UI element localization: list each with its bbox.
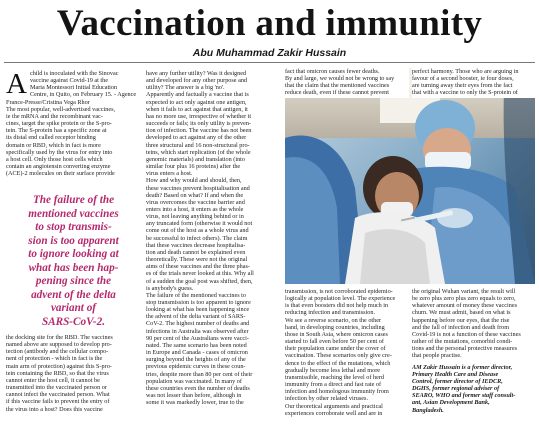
column-2 (146, 70, 281, 426)
column-4-top-text: perfect harmony. Those who are arguing in favour of a second booster, ie four doses, are turning away their eyes from the fact that with a vaccine to only the S-protein of (412, 68, 519, 97)
vaccination-photo-image (285, 68, 535, 284)
column-4-bottom (412, 288, 535, 428)
headline: Vaccination and immunity (56, 3, 483, 44)
column-1-top (6, 70, 141, 192)
column-2-text: have any further utility? Was it designed and developed for any other purpose and utility? The answer is a big 'no'. Apparently and factually a vaccine that is expected to act only against one antigen, when it fails to act against that antigen, it has no more use, irrespective of whether it succeeds or fails; its only utility is preven- tion of infection. The vaccine has not been developed to act against any of the other three structural and 16 non-structural pro- teins, which start replication (of the whole genomic materials) and translation (into similar four plus 16 proteins) after the virus enters a host. How and why would and should, then, these vaccines prevent hospitalisation and death? Based on what? If and when the virus overcomes the vaccine barrier and enters into a host, it enters as the whole virus, not leaving anything behind or in any truncated form (otherwise it would not come out of the host as a whole virus and be successful to infect others). The claim that these vaccines decrease hospitalisa- tion and death cannot be explained even theoretically. These were not the original aims of these vaccines and the three phas- es of the trials never looked at this. Why all of a sudden the goal post was shifted, then, is anybody's guess. The failure of the mentioned vaccines to stop transmission is too apparent to ignore looking at what has been happening since the advent of the delta variant of SARS- CoV-2. The highest number of deaths and infections in Australia was observed after 90 per cent of the Australians were vacci- nated. The same scenario has been noted in Europe and Canada - cases of omicron surging beyond the heights of any of the previous epidemic curves in these coun- tries, despite more than 80 per cent of their population was vaccinated. In many of these countries even the number of deaths was not lesser than before, although in some it was markedly lower, true to the (146, 70, 254, 407)
column-1-bottom (6, 334, 141, 426)
author-bio: AM Zakir Hussain is a former director, Primary Health Care and Disease Control, former director of IEDCR, DGHS, former regional adviser of SEARO, WHO and former staff consult- ant, Asian Development Bank, Bangladesh. (412, 363, 516, 414)
column-1-bottom-text: the docking site for the RBD. The vaccines named above are supposed to develop pro- tection (antibody and the cellular compo- nent of protection - which in fact is the main arm of protection) against this S-pro- tein containing the RBD, so that the virus cannot enter the host cell, it cannot be transmitted into the vaccinated person or cannot infect the vaccinated person. What if this vaccine fails to prevent the entry of the virus into a host? Does this vaccine (6, 334, 113, 413)
column-3-bottom (285, 288, 409, 426)
column-4-top (412, 68, 535, 98)
column-4-bottom-text: the original Wuhan variant, the result will be zero plus zero plus zero equals to zero, whatever amount of money these vaccines churn. We must admit, based on what is happening before our eyes, that the rise and the fall of infection and death from Covid-19 is not a function of these vaccines rather of the mutations, comorbid condi- tions and the personal protective measures that people practise. (412, 288, 521, 360)
top-rule (4, 62, 535, 63)
pull-quote: The failure of the mentioned vaccines to stop transmis- sion is too apparent to ignore looking at what has been hap- pening since the advent of the delta variant of SARS-CoV-2. (28, 194, 119, 328)
column-3-bottom-text: transmission, is not corroborated epidemio- logically at population level. The experience is that even boosters did not help much in reducing infection and transmission. We see a reverse scenario, on the other hand, in developing countries, including those in South Asia, where omicron cases started to fall even before 50 per cent of their population came under the cover of vaccination. These scenarios only give cre- dence to the effect of the mutations, which gradually become less lethal and more transmissible, reaching the level of herd immunity from a direct and fast rate of infection and homologous immunity from infection by other related viruses. Our theoretical arguments and practical experiences corroborate well and are in (285, 288, 396, 417)
column-3-top-text: fact that omicron causes fewer deaths. By and large, we would not be wrong to say that the claim that the mentioned vaccines reduce death, even if these cannot prevent (285, 68, 395, 97)
drop-cap: A (6, 70, 27, 100)
column-1-top-text: child is inoculated with the Sinovac vaccine against Covid-19 at the Maria Montessori Initial Education Centre, in Quito, on February 15. - Agence France-Presse/Cristina Vega Rhor The most popular, well-advertised vaccines, ie the mRNA and the recombinant vac- cines, target the spike protein or the S-pro- tein. The S-protein has a specific zone at its distal end called receptor binding domain or RBD, which in fact is more specifically used by the virus for entry into a host cell. Only those host cells which contain an angiotensin converting enzyme (ACE)-2 molecules on their surface provide (6, 70, 137, 178)
vaccination-photo (285, 68, 535, 284)
column-3-top (285, 68, 409, 98)
byline: Abu Muhammad Zakir Hussain (192, 47, 347, 59)
